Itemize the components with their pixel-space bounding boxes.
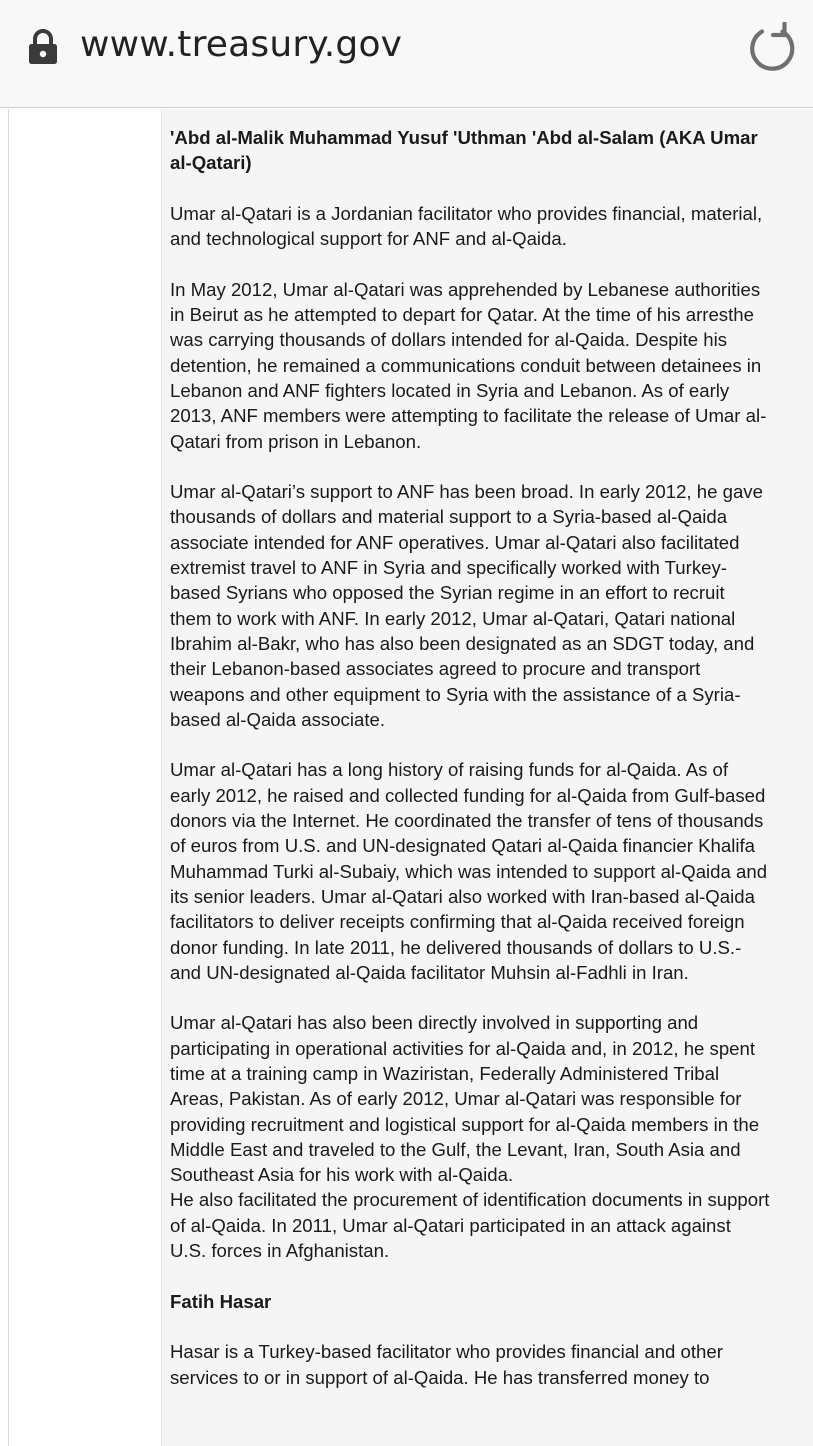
article-paragraph: In May 2012, Umar al-Qatari was apprehended by Lebanese authorities in Beirut as he attempted to depart for Qatar. At the time of his arresthe was carrying thousands of dollars intended for al-Qaida. Despite his detention, he remained a communications conduit between detainees in Lebanon and ANF fighters located in Syria and Lebanon. As of early 2013, ANF members were attempting to facilitate the release of Umar al-Qatari from prison in Lebanon. xyxy=(170,278,767,452)
lock-icon xyxy=(26,28,60,66)
article xyxy=(170,125,770,1415)
article-paragraph: He also facilitated the procurement of identification documents in support of al-Qaida. In 2011, Umar al-Qatari participated in an attack against U.S. forces in Afghanistan. xyxy=(170,1189,770,1262)
reload-icon[interactable] xyxy=(746,22,798,74)
article-paragraph: Hasar is a Turkey-based facilitator who provides financial and other services to or in support of al-Qaida. He has transferred money to xyxy=(170,1341,723,1388)
article-paragraph: Umar al-Qatari is a Jordanian facilitator who provides financial, material, and technological support for ANF and al-Qaida. xyxy=(170,202,763,250)
left-rail-divider xyxy=(8,109,9,1446)
section-heading-fatih-hasar: Fatih Hasar xyxy=(170,1290,272,1312)
article-paragraph: Umar al-Qatari has a long history of raising funds for al-Qaida. As of early 2012, he raised and collected funding for al-Qaida from Gulf-based donors via the Internet. He coordinated the transfer of tens of thousands of euros from U.S. and UN-designated Qatari al-Qaida financier Khalifa Muhammad Turki al-Subaiy, which was intended to support al-Qaida and its senior leaders. Umar al-Qatari also worked with Iran-based al-Qaida facilitators to deliver receipts confirming that al-Qaida received foreign donor funding. In late 2011, he delivered thousands of dollars to U.S.- and UN-designated al-Qaida facilitator Muhsin al-Fadhli in Iran. xyxy=(170,759,768,983)
url-text[interactable]: www.treasury.gov xyxy=(80,24,403,65)
section-heading-umar-al-qatari: 'Abd al-Malik Muhammad Yusuf 'Uthman 'Abd al-Salam (AKA Umar al-Qatari) xyxy=(170,127,758,174)
web-page xyxy=(0,109,813,1446)
article-paragraph: Umar al-Qatari has also been directly involved in supporting and participating in operational activities for al-Qaida and, in 2012, he spent time at a training camp in Waziristan, Federally Administered Tribal Areas, Pakistan. As of early 2012, Umar al-Qatari was responsible for providing recruitment and logistical support for al-Qaida members in the Middle East and traveled to the Gulf, the Levant, Iran, South Asia and Southeast Asia for his work with al-Qaida. xyxy=(170,1012,760,1186)
browser-url-bar[interactable] xyxy=(0,0,813,108)
article-paragraph: Umar al-Qatari’s support to ANF has been broad. In early 2012, he gave thousands of dollars and material support to a Syria-based al-Qaida associate intended for ANF operatives. Umar al-Qatari also facilitated extremist travel to ANF in Syria and specifically worked with Turkey-based Syrians who opposed the Syrian regime in an effort to recruit them to work with ANF. In early 2012, Umar al-Qatari, Qatari national Ibrahim al-Bakr, who has also been designated as an SDGT today, and their Lebanon-based associates agreed to procure and transport weapons and other equipment to Syria with the assistance of a Syria-based al-Qaida associate. xyxy=(170,481,763,730)
